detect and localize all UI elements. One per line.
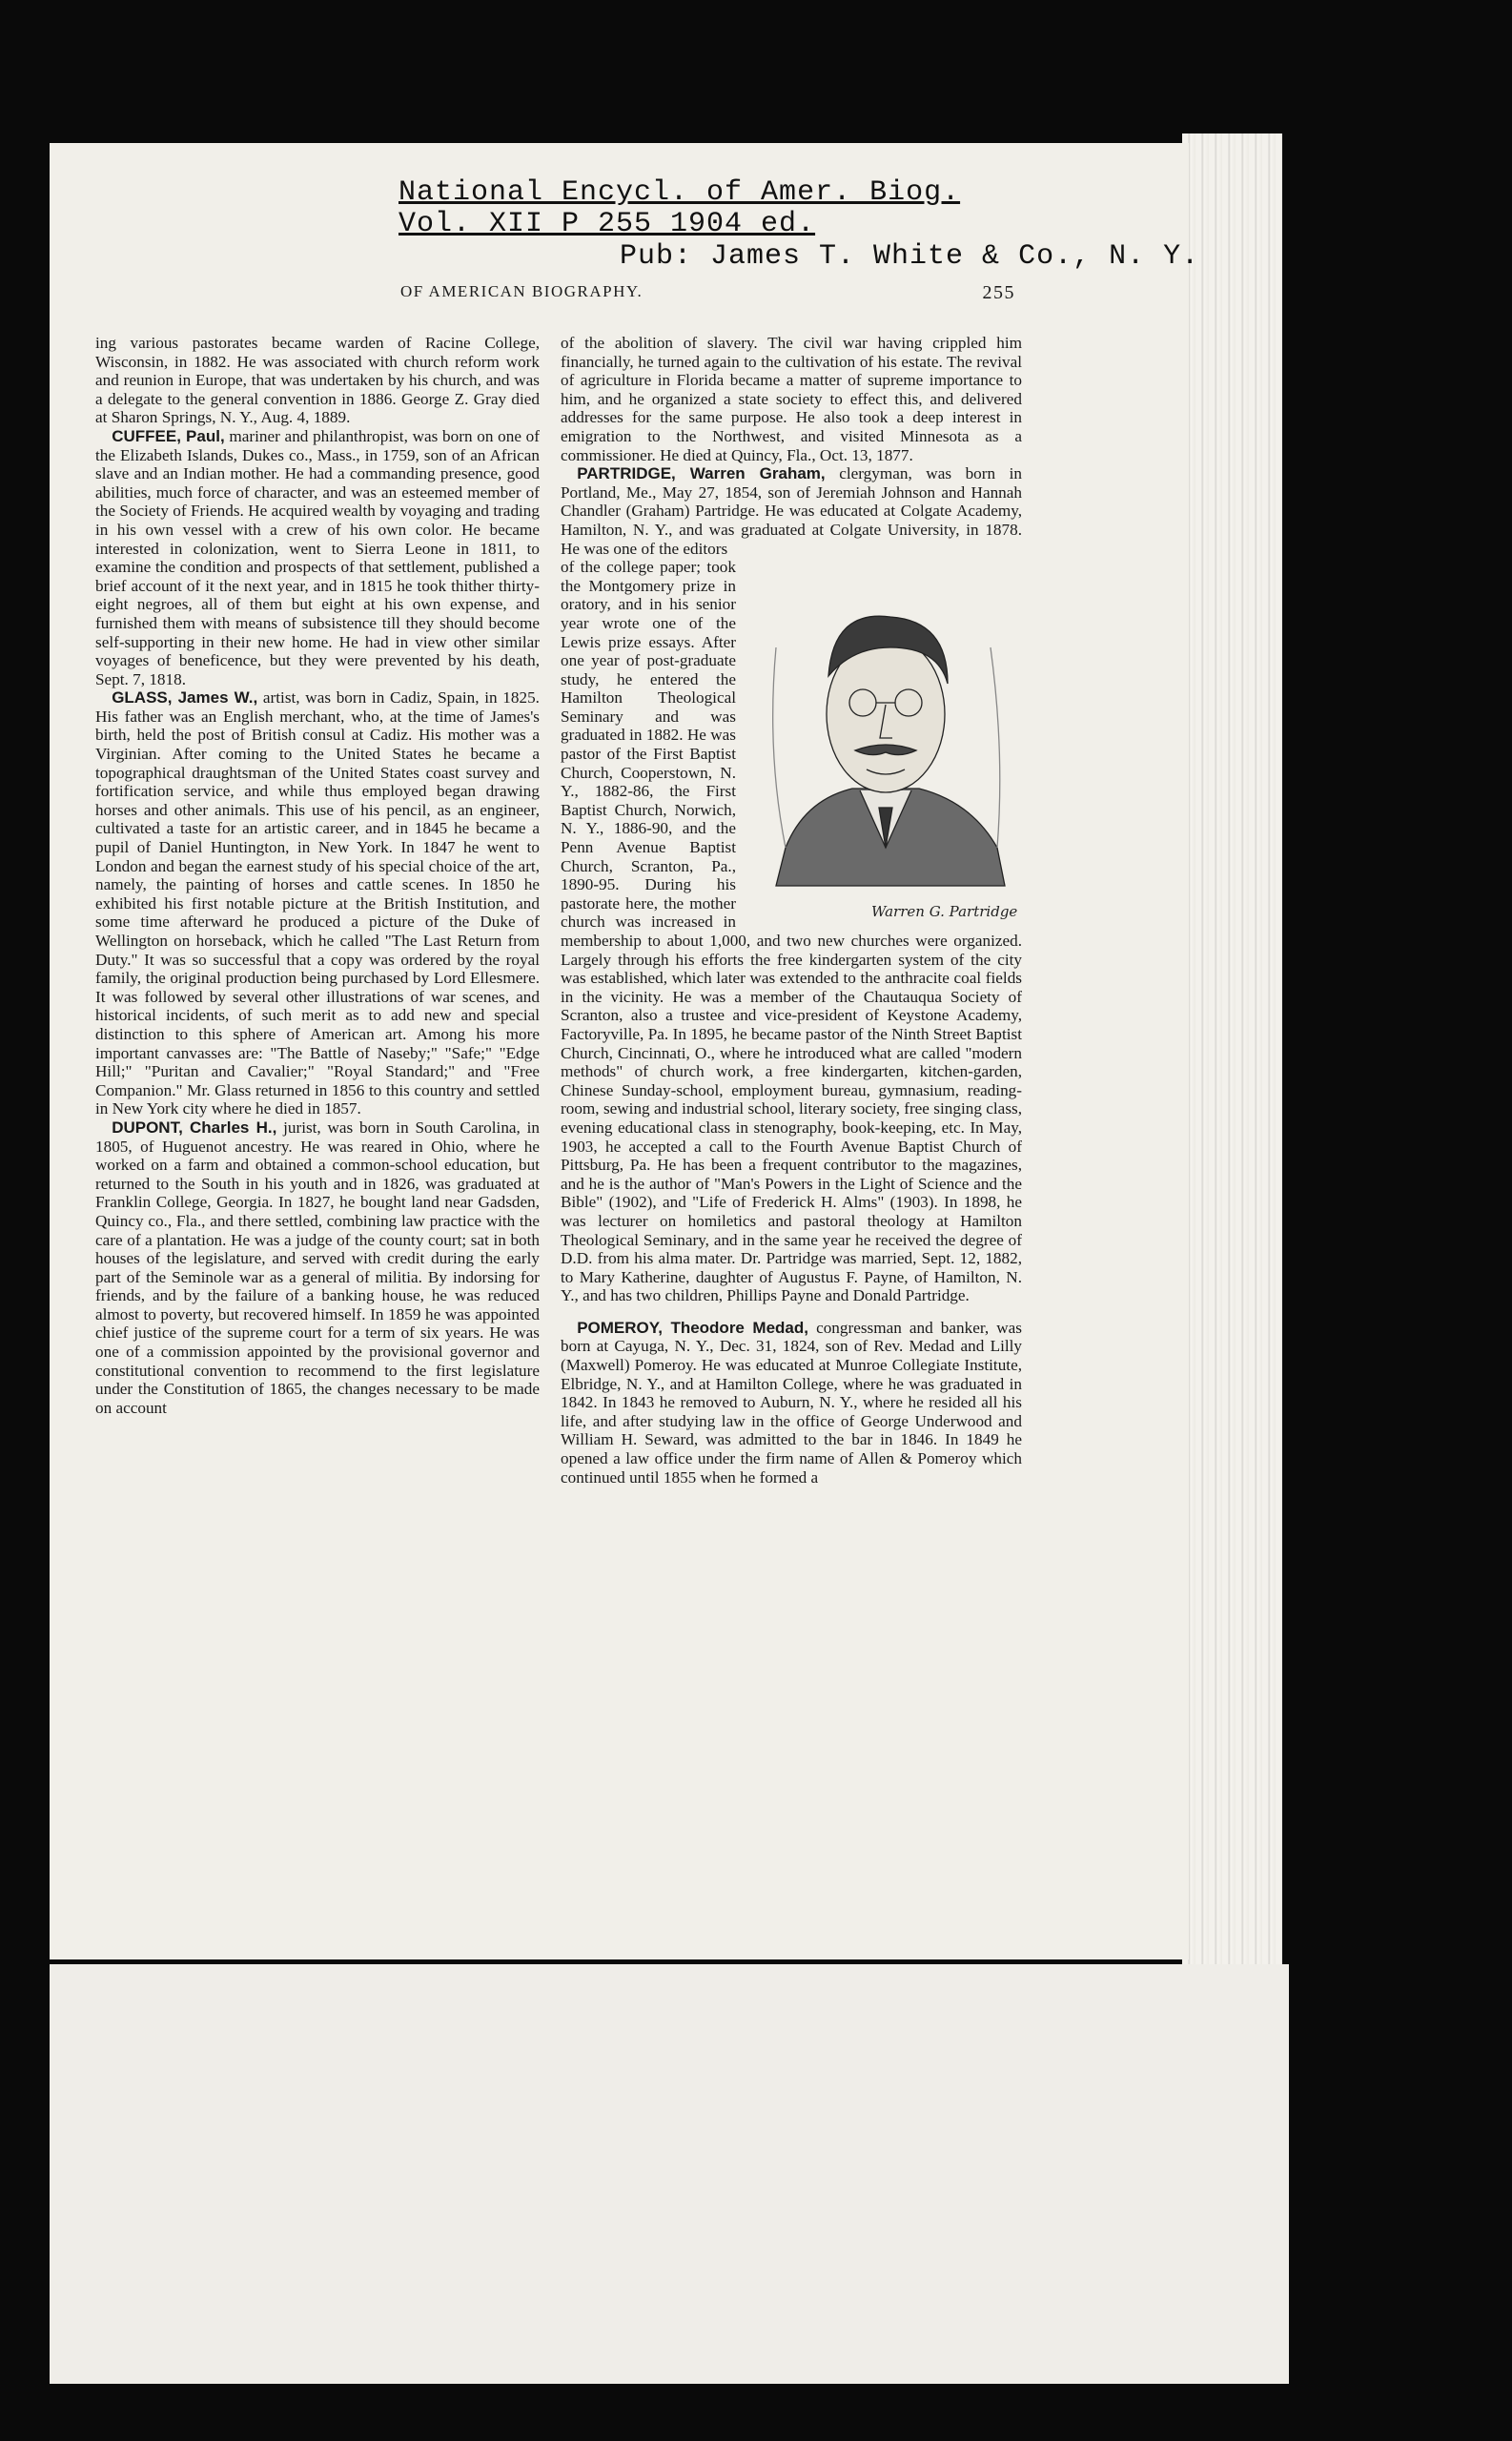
running-head-title: OF AMERICAN BIOGRAPHY. [400, 282, 644, 300]
glass-body: artist, was born in Cadiz, Spain, in 1825. His father was an English merchant, who, at the time of James's birth, held the post of British consul at Cadiz. His mother was a Virginian. After coming to the United States he became a topographical draughtsman of the United States coast survey and fortification service, and while thus employed began drawing horses and other animals. This use of his pencil, as an engineer, cultivated a taste for an artistic career, and in 1845 he became a pupil of Daniel Huntington, in New York. In 1847 he went to London and began the earnest study of his special choice of the art, namely, the painting of horses and cattle scenes. In 1850 he exhibited his first notable picture at the British Institution, and some time afterward he produced a picture of the Duke of Wellington on horseback, which he called "The Last Return from Duty." It was so successful that a copy was ordered by the royal family, the original production being purchased by Lord Ellesmere. It was followed by several other illustrations of war scenes, and historical incidents, of such merit as to add new and special distinction to this sphere of American art. Among his more important canvasses are: "The Battle of Naseby;" "Safe;" "Edge Hill;" "Puritan and Cavalier;" "Royal Standard;" and "Free Companion." Mr. Glass returned in 1856 to this country and settled in New York city where he died in 1857. [95, 688, 540, 1118]
cuffee-heading: CUFFEE, Paul, [112, 426, 225, 445]
pomeroy-heading: POMEROY, Theodore Medad, [577, 1318, 808, 1337]
left-column [95, 334, 540, 1417]
typed-volume-page: Vol. XII P 255 1904 ed. [398, 208, 816, 240]
stacked-page-edges [1182, 133, 1282, 1964]
cuffee-entry [95, 427, 540, 688]
typed-publisher: Pub: James T. White & Co., N. Y. [620, 240, 1200, 273]
running-head [400, 282, 1015, 301]
dupont-heading: DUPONT, Charles H., [112, 1118, 277, 1137]
partridge-entry-cont: of the college paper; took the Montgomery prize in oratory, and in his senior year wrote one of the Lewis prize essays. After one year of post-graduate study, he entered the Hamilton Theological Seminary and was graduated in 1882. He was pastor of the First Baptist Church, Cooperstown, N. Y., 1882-86, the First Baptist Church, Norwich, N. Y., 1886-90, and the Penn Avenue Baptist Church, Scranton, Pa., 1890-95. During his pastorate here, the mother church was increased in membership to about 1,000, and two new churches were organized. Largely through his efforts the free kindergarten system of the city was established, which later was extended to the anthracite coal fields in the vicinity. He was a member of the Chautauqua Society of Scranton, also a trustee and vice-president of Keystone Academy, Factoryville, Pa. In 1895, he became pastor of the Ninth Street Baptist Church, Cincinnati, O., where he introduced what are called "modern methods" of church work, a free kindergarten, kitchen-garden, Chinese Sunday-school, employment bureau, gymnasium, reading-room, sewing and industrial school, literary society, free singing class, evening educational class in stenography, book-keeping, etc. In May, 1903, he accepted a call to the Fourth Avenue Baptist Church of Pittsburg, Pa. He has been a frequent contributor to the magazines, and he is the author of "Man's Powers in the Light of Science and the Bible" (1902), and "Life of Frederick H. Alms" (1903). In 1898, he was lecturer on homiletics and pastoral theology at Hamilton Theological Seminary, and in the same year he received the degree of D.D. from his alma mater. Dr. Partridge was married, Sept. 12, 1882, to Mary Katherine, daughter of Augustus F. Payne, of Hamilton, N. Y., and has two children, Phillips Payne and Donald Partridge. [561, 558, 1022, 1305]
gray-entry-end: ing various pastorates became warden of Racine College, Wisconsin, in 1882. He was associated with church reform work and reunion in Europe, that was undertaken by his church, and was a delegate to the general convention in 1886. George Z. Gray died at Sharon Springs, N. Y., Aug. 4, 1889. [95, 334, 540, 427]
dupont-entry-end: of the abolition of slavery. The civil war having crippled him financially, he turned again to the cultivation of his estate. The revival of agriculture in Florida became a matter of supreme importance to him, and he organized a state society to effect this, and delivered addresses for the same purpose. He also took a deep interest in emigration to the Northwest, and visited Minnesota as a commissioner. He died at Quincy, Fla., Oct. 13, 1877. [561, 334, 1022, 464]
pomeroy-body: congressman and banker, was born at Cayuga, N. Y., Dec. 31, 1824, son of Rev. Medad and Lilly (Maxwell) Pomeroy. He was educated at Munroe Collegiate Institute, Elbridge, N. Y., and at Hamilton College, where he was graduated in 1842. In 1843 he removed to Auburn, N. Y., where he resided all his life, and after studying law in the office of George Underwood and William H. Seward, was admitted to the bar in 1846. In 1849 he opened a law office under the firm name of Allen & Pomeroy which continued until 1855 when he formed a [561, 1318, 1022, 1487]
partridge-entry [561, 464, 1022, 558]
cuffee-body: mariner and philanthropist, was born on one of the Elizabeth Islands, Dukes co., Mass., in 1759, son of an African slave and an Indian mother. He had a commanding presence, good abilities, much force of character, and was an esteemed member of the Society of Friends. He acquired wealth by voyaging and trading in his own vessel with a crew of his own color. He became interested in colonization, went to Sierra Leone in 1811, to examine the condition and prospects of that settlement, published a brief account of it the next year, and in 1815 he took thither thirty-eight negroes, all of them but eight at his own expense, and furnished them with means of subsistence till they should become self-supporting in their new home. He had in view other similar voyages of beneficence, but they were prevented by his death, Sept. 7, 1818. [95, 426, 541, 688]
dupont-entry [95, 1118, 540, 1418]
typed-source-title: National Encycl. of Amer. Biog. [398, 176, 961, 209]
portrait-signature: Warren G. Partridge [871, 903, 1018, 921]
pomeroy-entry [561, 1319, 1022, 1487]
partridge-portrait [747, 562, 1022, 924]
dupont-body: jurist, was born in South Carolina, in 1805, of Huguenot ancestry. He was reared in Ohio, where he worked on a farm and obtained a common-school education, but returned to the South in his youth and in 1826, was graduated at Franklin College, Georgia. In 1827, he bought land near Gadsden, Quincy co., Fla., and there settled, combining law practice with the care of a plantation. He was a judge of the county court; sat in both houses of the legislature, and served with credit during the early part of the Seminole war as a general of militia. By indorsing for friends, and by the failure of a banking house, he was reduced almost to poverty, but recovered himself. In 1859 he was appointed chief justice of the supreme court for a term of six years. He was one of a commission appointed by the provisional governor and constitutional convention to recommend to the first legislature under the Constitution of 1865, the changes necessary to be made on account [95, 1118, 540, 1417]
glass-heading: GLASS, James W., [112, 688, 258, 708]
right-column [561, 334, 1022, 1487]
glass-entry [95, 688, 540, 1118]
page-number: 255 [982, 282, 1015, 303]
partridge-body-1: clergyman, was born in Portland, Me., May 27, 1854, son of Jeremiah Johnson and Hannah Chandler (Graham) Partridge. He was educated at Colgate Academy, Hamilton, N. Y., and was graduated at Colgate University, in 1878. He was one of the editors [561, 464, 1023, 558]
partridge-heading: PARTRIDGE, Warren Graham, [577, 464, 826, 483]
portrait-engraving [747, 562, 1022, 924]
